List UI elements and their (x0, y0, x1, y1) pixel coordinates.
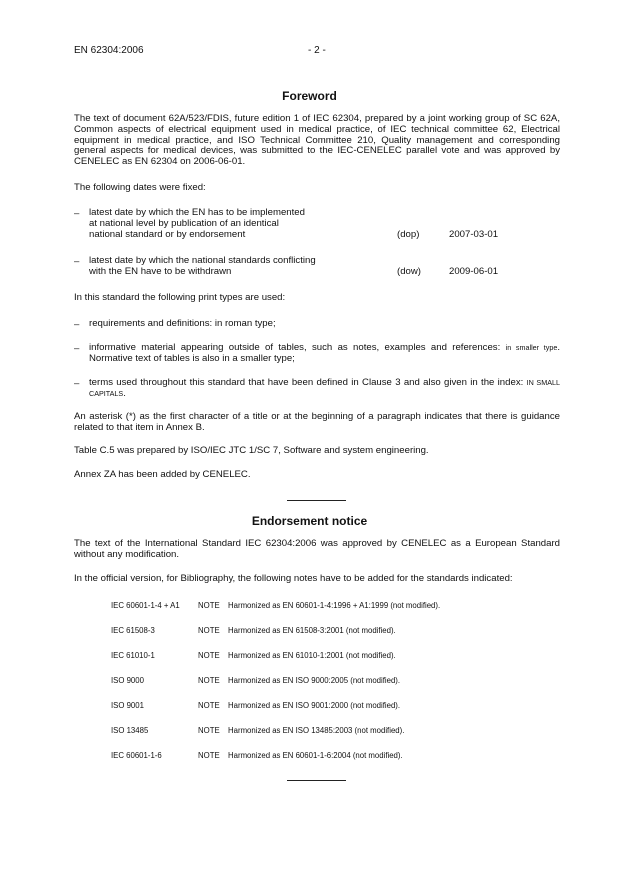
print-type-item: requirements and definitions: in roman type; (89, 318, 276, 329)
print-type-item: terms used throughout this standard that have been defined in Clause 3 and also given in the index: IN SMALL CAPITALS. (89, 377, 560, 399)
list-item (0, 626, 619, 638)
page-number: - 2 - (308, 45, 326, 56)
date-line: national standard or by endorsement (89, 229, 246, 240)
note-text: Harmonized as EN ISO 9001:2000 (not modified). (228, 701, 401, 710)
asterisk-note: An asterisk (*) as the first character of a title or at the beginning of a paragraph indicates that there is guidance related to that item in Annex B. (74, 411, 560, 433)
standard-ref: IEC 60601-1-6 (111, 751, 162, 760)
annex-note: Annex ZA has been added by CENELEC. (74, 469, 251, 480)
list-dash: – (74, 256, 80, 267)
list-item (0, 651, 619, 663)
section-divider (287, 780, 346, 781)
list-item (0, 676, 619, 688)
note-label: NOTE (198, 626, 220, 635)
standard-ref: IEC 60601-1-4 + A1 (111, 601, 180, 610)
print-type-item: informative material appearing outside of tables, such as notes, examples and references: in smaller type. Normative text of tables is also in a smaller type; (89, 342, 560, 364)
list-dash: – (74, 319, 80, 330)
list-item (0, 751, 619, 763)
endorsement-title: Endorsement notice (251, 514, 368, 528)
document-id: EN 62304:2006 (74, 45, 144, 56)
endorsement-intro: The text of the International Standard IEC 62304:2006 was approved by CENELEC as a European Standard without any modification. (74, 538, 560, 560)
table-note: Table C.5 was prepared by ISO/IEC JTC 1/SC 7, Software and system engineering. (74, 445, 429, 456)
list-dash: – (74, 343, 80, 354)
small-capitals-sample: IN SMALL CAPITALS (89, 378, 560, 398)
note-text: Harmonized as EN 61508-3:2001 (not modified). (228, 626, 396, 635)
standard-ref: IEC 61010-1 (111, 651, 155, 660)
small-type-sample: in smaller type (505, 343, 558, 352)
note-text: Harmonized as EN 60601-1-6:2004 (not modified). (228, 751, 403, 760)
note-label: NOTE (198, 651, 220, 660)
date-line: latest date by which the EN has to be implemented (89, 207, 305, 218)
foreword-intro: The text of document 62A/523/FDIS, future edition 1 of IEC 62304, prepared by a joint working group of SC 62A, Common aspects of electrical equipment used in medical practice, of IEC technical committee 62, Electrical equipment in medical practice, and ISO Technical Committee 210, Quality management and corresponding general aspects for medical devices, was submitted to the IEC-CENELEC parallel vote and was approved by CENELEC as EN 62304 on 2006-06-01. (74, 113, 560, 168)
note-label: NOTE (198, 701, 220, 710)
standard-ref: ISO 13485 (111, 726, 149, 735)
date-line: with the EN have to be withdrawn (89, 266, 232, 277)
note-label: NOTE (198, 601, 220, 610)
dates-intro: The following dates were fixed: (74, 182, 206, 193)
note-text: Harmonized as EN ISO 13485:2003 (not modified). (228, 726, 405, 735)
note-label: NOTE (198, 676, 220, 685)
list-item (0, 701, 619, 713)
date-value: 2009-06-01 (449, 266, 499, 277)
standard-ref: ISO 9000 (111, 676, 144, 685)
note-text: Harmonized as EN ISO 9000:2005 (not modified). (228, 676, 401, 685)
list-dash: – (74, 208, 80, 219)
date-value: 2007-03-01 (449, 229, 499, 240)
bibliography-intro: In the official version, for Bibliography, the following notes have to be added for the standards indicated: (74, 573, 513, 584)
note-text: Harmonized as EN 60601-1-4:1996 + A1:1999 (not modified). (228, 601, 441, 610)
list-dash: – (74, 378, 80, 389)
date-code: (dop) (397, 229, 420, 240)
foreword-title: Foreword (282, 89, 337, 103)
date-code: (dow) (397, 266, 421, 277)
standard-ref: IEC 61508-3 (111, 626, 155, 635)
section-divider (287, 500, 346, 501)
note-text: Harmonized as EN 61010-1:2001 (not modified). (228, 651, 396, 660)
list-item (0, 726, 619, 738)
date-line: latest date by which the national standards conflicting (89, 255, 316, 266)
note-label: NOTE (198, 726, 220, 735)
note-label: NOTE (198, 751, 220, 760)
list-item (0, 601, 619, 613)
date-line: at national level by publication of an identical (89, 218, 279, 229)
standard-ref: ISO 9001 (111, 701, 144, 710)
print-types-intro: In this standard the following print types are used: (74, 292, 286, 303)
